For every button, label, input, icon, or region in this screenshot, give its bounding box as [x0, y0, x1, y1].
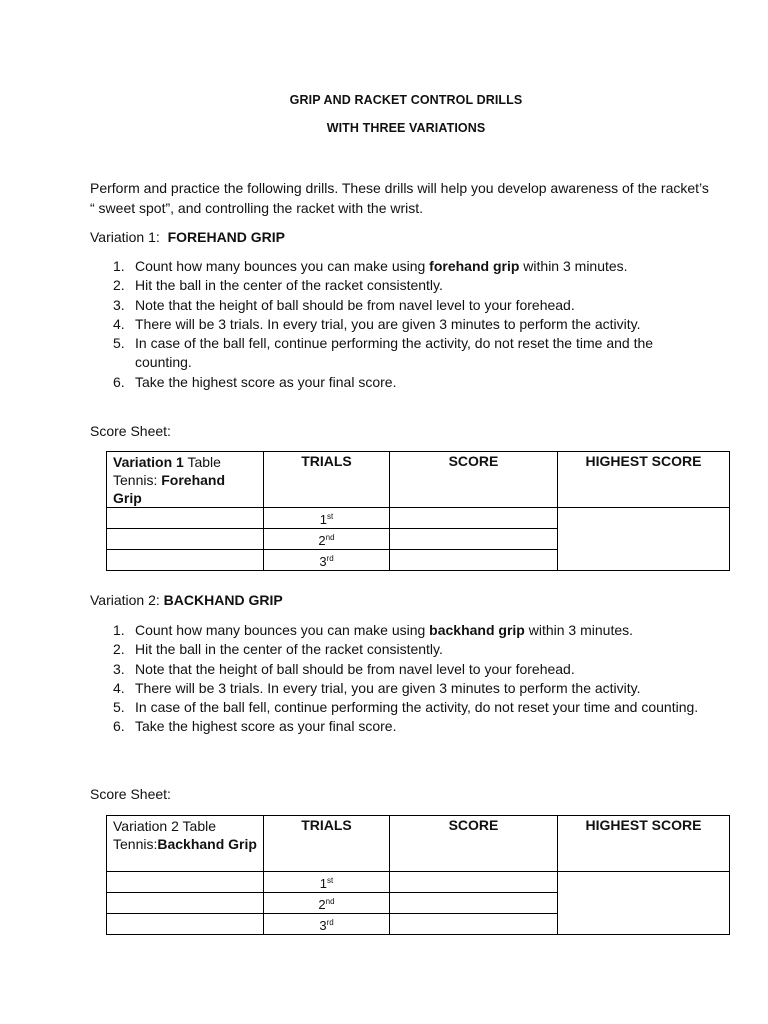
blank-cell[interactable] [107, 914, 264, 935]
highest-score-header: HIGHEST SCORE [558, 452, 730, 508]
score-header: SCORE [390, 452, 558, 508]
variation1-steps [113, 257, 713, 392]
step-text-before: Count how many bounces you can make using [135, 622, 430, 638]
list-item [113, 679, 713, 698]
trial-suffix: rd [326, 918, 334, 927]
highest-score-cell[interactable] [558, 508, 730, 571]
trial-cell [264, 893, 390, 914]
trial-cell [264, 914, 390, 935]
variation2-heading [90, 590, 283, 610]
list-item [113, 621, 713, 640]
blank-cell[interactable] [107, 893, 264, 914]
list-item [113, 315, 713, 334]
trial-number: 1 [319, 876, 327, 891]
step-text: Hit the ball in the center of the racket consistently. [135, 277, 443, 294]
highest-score-header: HIGHEST SCORE [558, 816, 730, 872]
step-text-before: Count how many bounces you can make using [135, 258, 430, 274]
blank-cell[interactable] [107, 550, 264, 571]
variation-label: Table Tennis: [113, 454, 225, 488]
variation1-score-sheet-label: Score Sheet: [90, 423, 171, 439]
trial-suffix: nd [325, 897, 335, 906]
variation2-heading-name: BACKHAND GRIP [163, 592, 283, 608]
step-text: Take the highest score as your final score. [135, 373, 397, 390]
list-item [113, 257, 713, 276]
table-row [107, 872, 730, 893]
intro-paragraph: Perform and practice the following drills. These drills will help you develop awareness of the racket’s “ sweet spot”, and controlling the racket with the wrist. [90, 180, 709, 216]
trials-header: TRIALS [264, 816, 390, 872]
list-item [113, 334, 713, 373]
trial-cell [264, 529, 390, 550]
grip-label: Forehand Grip [113, 472, 226, 506]
grip-label: Backhand Grip [157, 836, 257, 852]
variation1-heading-name: FOREHAND GRIP [167, 229, 286, 245]
trial-number: 3 [319, 918, 327, 933]
variation2-heading-prefix: Variation 2: [90, 592, 164, 608]
step-number: 1. [113, 258, 125, 274]
variation-bold-label: Variation 1 [113, 454, 184, 470]
step-text-bold: backhand grip [429, 622, 525, 638]
trial-suffix: st [327, 512, 334, 521]
step-number: 5. [113, 699, 125, 716]
trial-suffix: nd [325, 533, 335, 542]
score-cell[interactable] [390, 893, 558, 914]
step-number: 6. [113, 373, 125, 390]
variation2-steps [113, 621, 713, 737]
trial-number: 3 [319, 554, 327, 569]
table-header-row [107, 452, 730, 508]
list-item [113, 276, 713, 295]
step-number: 5. [113, 335, 125, 352]
variation2-score-table [106, 815, 730, 935]
trial-cell [264, 550, 390, 571]
score-cell[interactable] [390, 914, 558, 935]
blank-cell[interactable] [107, 508, 264, 529]
step-text: Take the highest score as your final score. [135, 718, 397, 735]
score-cell[interactable] [390, 550, 558, 571]
highest-score-cell[interactable] [558, 872, 730, 935]
document-subtitle: WITH THREE VARIATIONS [326, 121, 486, 135]
step-text: There will be 3 trials. In every trial, you are given 3 minutes to perform the activity. [135, 315, 641, 332]
trial-cell [264, 872, 390, 893]
trial-number: 1 [319, 512, 327, 527]
list-item [113, 373, 713, 392]
variation1-heading [90, 227, 285, 247]
step-number: 2. [113, 641, 125, 658]
score-cell[interactable] [390, 508, 558, 529]
list-item [113, 660, 713, 679]
table-header-row [107, 816, 730, 872]
variation-label: Variation 2 Table Tennis: [113, 818, 216, 852]
list-item [113, 717, 713, 736]
step-text: Hit the ball in the center of the racket consistently. [135, 641, 443, 658]
step-number: 3. [113, 660, 125, 677]
trial-number: 2 [318, 897, 326, 912]
variation-name-cell [107, 816, 264, 872]
step-text-after: within 3 minutes. [519, 258, 628, 274]
variation1-score-table [106, 451, 730, 571]
list-item [113, 640, 713, 659]
step-text: In case of the ball fell, continue performing the activity, do not reset your time and counting. [135, 699, 699, 716]
document-title: GRIP AND RACKET CONTROL DRILLS [289, 93, 523, 107]
variation-name-cell [107, 452, 264, 508]
step-number: 1. [113, 622, 125, 638]
table-row [107, 508, 730, 529]
trial-cell [264, 508, 390, 529]
step-text: There will be 3 trials. In every trial, you are given 3 minutes to perform the activity. [135, 679, 641, 696]
trials-header: TRIALS [264, 452, 390, 508]
variation2-score-sheet-label: Score Sheet: [90, 786, 171, 802]
step-number: 2. [113, 277, 125, 294]
score-cell[interactable] [390, 529, 558, 550]
trial-number: 2 [318, 533, 326, 548]
blank-cell[interactable] [107, 529, 264, 550]
step-number: 6. [113, 718, 125, 735]
variation1-heading-prefix: Variation 1: [90, 229, 168, 245]
blank-cell[interactable] [107, 872, 264, 893]
step-text: Note that the height of ball should be from navel level to your forehead. [135, 660, 575, 677]
list-item [113, 698, 713, 717]
list-item [113, 296, 713, 315]
step-text: Note that the height of ball should be from navel level to your forehead. [135, 296, 575, 313]
step-number: 3. [113, 296, 125, 313]
step-text-bold: forehand grip [429, 258, 520, 274]
step-number: 4. [113, 679, 125, 696]
trial-suffix: rd [326, 554, 334, 563]
step-number: 4. [113, 315, 125, 332]
step-text: In case of the ball fell, continue performing the activity, do not reset the time and the counting. [135, 335, 654, 371]
score-header: SCORE [390, 816, 558, 872]
step-text-after: within 3 minutes. [524, 622, 634, 638]
trial-suffix: st [327, 876, 334, 885]
score-cell[interactable] [390, 872, 558, 893]
